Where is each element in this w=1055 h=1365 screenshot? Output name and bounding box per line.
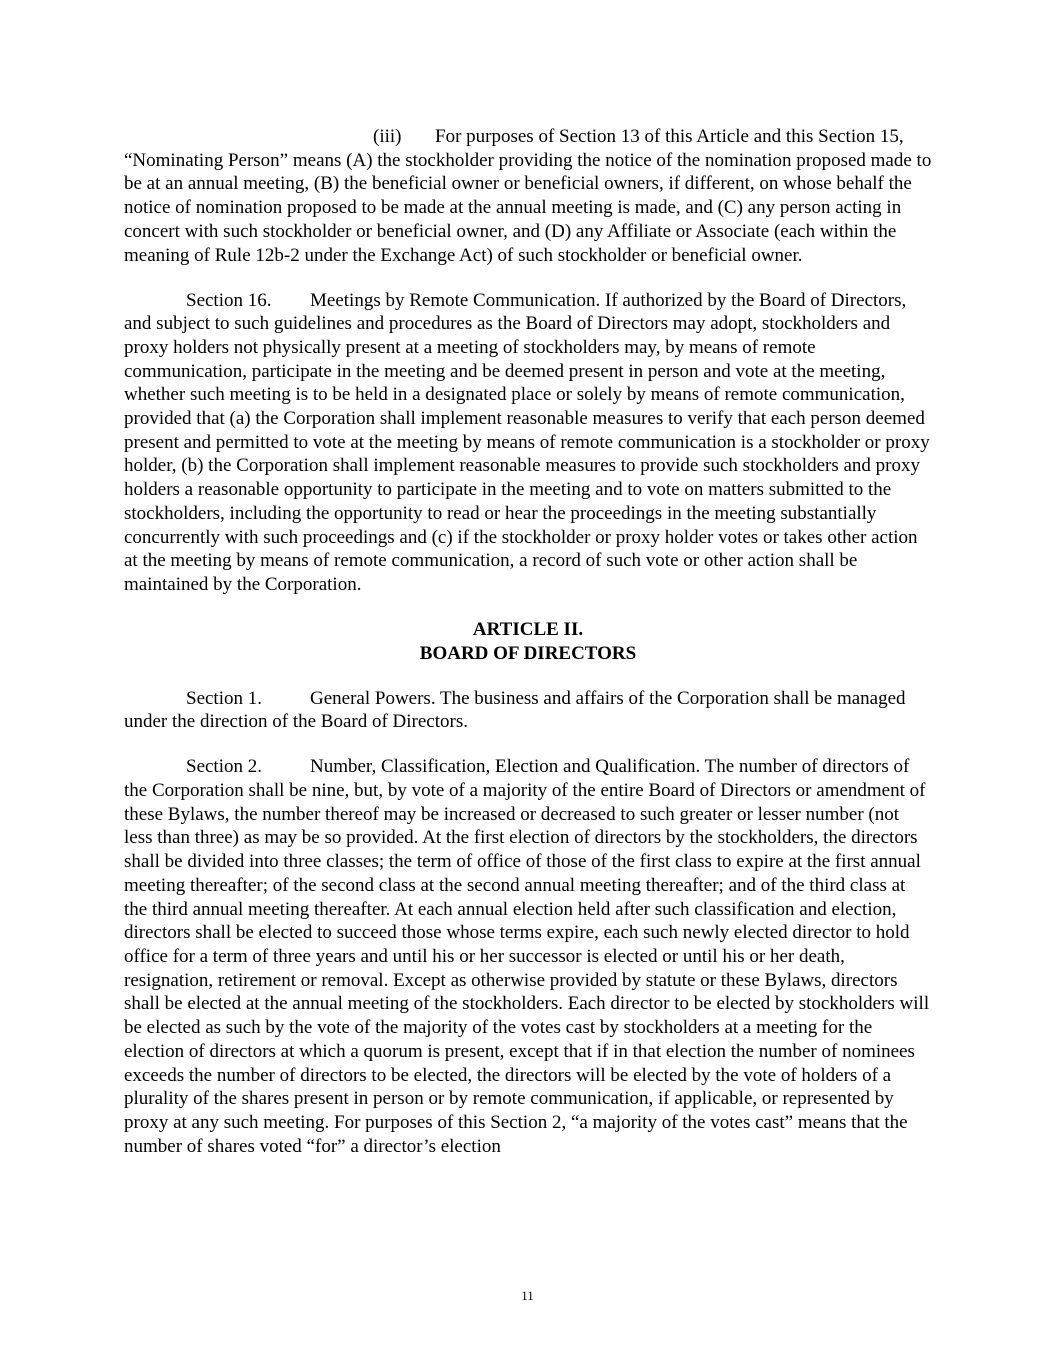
paragraph-text: General Powers. The business and affairs of the Corporation shall be managed under the direction of the Board of Directors.	[124, 687, 906, 733]
subsection-label: (iii)	[373, 126, 402, 147]
page-number: 11	[521, 1288, 534, 1303]
paragraph-nominating-person	[124, 125, 932, 267]
article-title: BOARD OF DIRECTORS	[419, 642, 637, 664]
section-number: Section 2.	[186, 756, 262, 778]
document-page	[124, 125, 932, 1180]
article-heading	[124, 618, 932, 665]
section-number: Section 1.	[186, 687, 262, 709]
section-2-paragraph	[124, 755, 932, 1158]
section-16-paragraph	[124, 289, 932, 597]
section-1-paragraph	[124, 687, 932, 734]
section-number: Section 16.	[186, 289, 272, 311]
paragraph-text: For purposes of Section 13 of this Article and this Section 15, “Nominating Person” means (A) the stockholder providing the notice of the nomination proposed made to be at an annual meeting, (B) the beneficial owner or beneficial owners, if different, on whose behalf the notice of nomination proposed to be made at the annual meeting is made, and (C) any person acting in concert with such stockholder or beneficial owner, and (D) any Affiliate or Associate (each within the meaning of Rule 12b-2 under the Exchange Act) of such stockholder or beneficial owner.	[124, 126, 932, 266]
article-number: ARTICLE II.	[472, 618, 584, 640]
paragraph-text: Number, Classification, Election and Qualification. The number of directors of the Corporation shall be nine, but, by vote of a majority of the entire Board of Directors or amendment of these Bylaws, the number thereof may be increased or decreased to such greater or lesser number (not less than three) as may be so provided. At the first election of directors by the stockholders, the directors shall be divided into three classes; the term of office of those of the first class to expire at the first annual meeting thereafter; of the second class at the second annual meeting thereafter; and of the third class at the third annual meeting thereafter. At each annual election held after such classification and election, directors shall be elected to succeed those whose terms expire, each such newly elected director to hold office for a term of three years and until his or her successor is elected or until his or her death, resignation, retirement or removal. Except as otherwise provided by statute or these Bylaws, directors shall be elected at the annual meeting of the stockholders. Each director to be elected by stockholders will be elected as such by the vote of the majority of the votes cast by stockholders at a meeting for the election of directors at which a quorum is present, except that if in that election the number of nominees exceeds the number of directors to be elected, the directors will be elected by the vote of holders of a plurality of the shares present in person or by remote communication, if applicable, or represented by proxy at any such meeting. For purposes of this Section 2, “a majority of the votes cast” means that the number of shares voted “for” a director’s election	[124, 756, 930, 1157]
paragraph-text: Meetings by Remote Communication. If authorized by the Board of Directors, and subject to such guidelines and procedures as the Board of Directors may adopt, stockholders and proxy holders not physically present at a meeting of stockholders may, by means of remote communication, participate in the meeting and be deemed present in person and vote at the meeting, whether such meeting is to be held in a designated place or solely by means of remote communication, provided that (a) the Corporation shall implement reasonable measures to verify that each person deemed present and permitted to vote at the meeting by means of remote communication is a stockholder or proxy holder, (b) the Corporation shall implement reasonable measures to provide such stockholders and proxy holders a reasonable opportunity to participate in the meeting and to vote on matters submitted to the stockholders, including the opportunity to read or hear the proceedings in the meeting substantially concurrently with such proceedings and (c) if the stockholder or proxy holder votes or takes other action at the meeting by means of remote communication, a record of such vote or other action shall be maintained by the Corporation.	[124, 289, 930, 595]
